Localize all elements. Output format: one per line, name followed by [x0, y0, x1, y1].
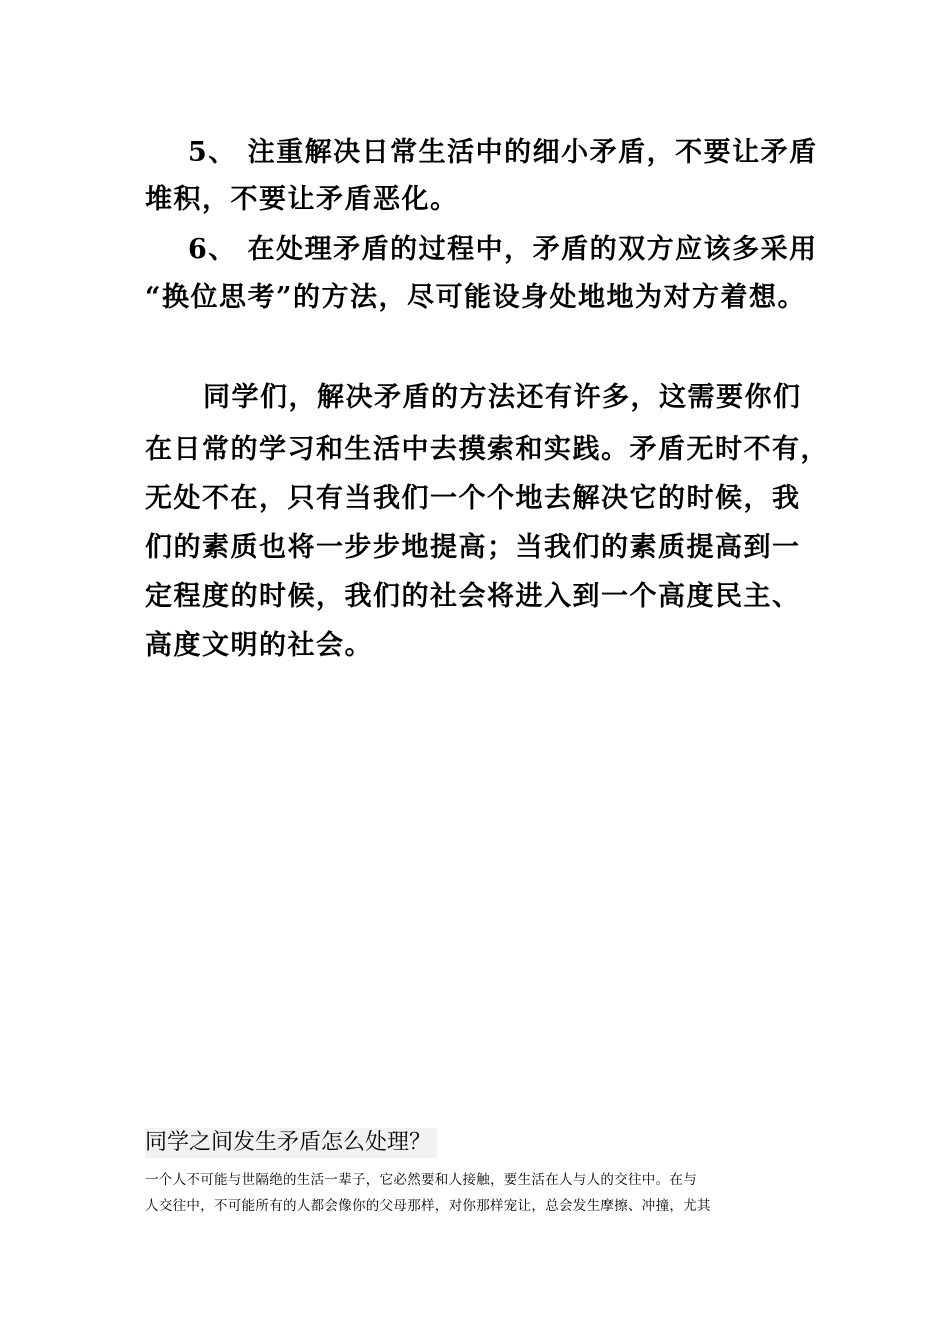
conclusion-paragraph-line: 们的素质也将一步步地提高；当我们的素质提高到一: [145, 532, 801, 563]
conclusion-paragraph-line: 定程度的时候，我们的社会将进入到一个高度民主、: [145, 581, 801, 612]
section-body-line: 人交往中，不可能所有的人都会像你的父母那样，对你那样宠让，总会发生摩擦、冲撞，尤其: [145, 1198, 711, 1214]
section-body-line: 一个人不可能与世隔绝的生活一辈子，它必然要和人接触，要生活在人与人的交往中。在与: [145, 1172, 697, 1188]
list-item-5-line-1: 5、 注重解决日常生活中的细小矛盾，不要让矛盾: [188, 137, 818, 168]
section-heading: 同学之间发生矛盾怎么处理？: [145, 1128, 437, 1158]
list-item-6-line-2: “换位思考”的方法，尽可能设身处地地为对方着想。: [145, 282, 807, 313]
list-item-6-line-1: 6、 在处理矛盾的过程中，矛盾的双方应该多采用: [188, 234, 818, 265]
list-item-5-line-2: 堆积，不要让矛盾恶化。: [145, 184, 459, 215]
conclusion-paragraph-line: 在日常的学习和生活中去摸索和实践。矛盾无时不有，: [145, 434, 829, 465]
conclusion-paragraph-line: 无处不在，只有当我们一个个地去解决它的时候，我: [145, 483, 801, 514]
conclusion-paragraph-line: 高度文明的社会。: [145, 630, 373, 661]
conclusion-paragraph-line: 同学们，解决矛盾的方法还有许多，这需要你们: [203, 382, 802, 413]
